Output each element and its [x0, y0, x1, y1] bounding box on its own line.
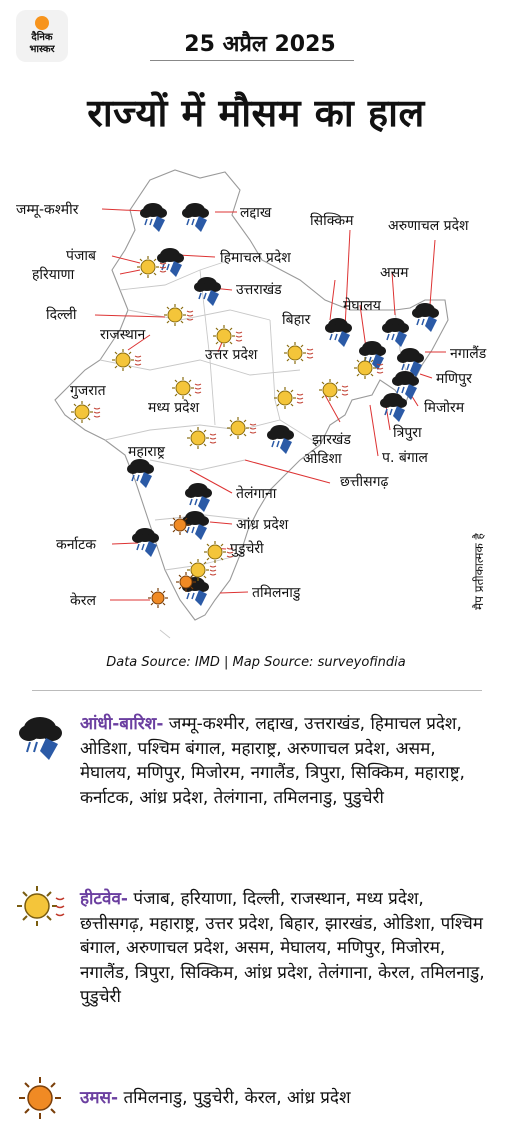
label-jharkhand: झारखंड — [312, 432, 351, 448]
label-himachal-pradesh: हिमाचल प्रदेश — [220, 250, 291, 266]
label-uttarakhand: उत्तराखंड — [236, 282, 282, 298]
label-meghalaya: मेघालय — [343, 298, 381, 314]
label-punjab: पंजाब — [66, 248, 96, 264]
section-divider — [32, 690, 482, 691]
label-chhattisgarh: छत्तीसगढ़ — [340, 474, 389, 490]
legend-humid-states: तमिलनाडु, पुडुचेरी, केरल, आंध्र प्रदेश — [123, 1088, 351, 1108]
label-arunachal-pradesh: अरुणाचल प्रदेश — [388, 218, 469, 234]
label-jammu-kashmir: जम्मू-कश्मीर — [16, 202, 79, 218]
date-heading: 25 अप्रैल 2025 — [184, 32, 336, 57]
label-delhi: दिल्ली — [46, 307, 77, 323]
data-sources: Data Source: IMD | Map Source: surveyofindia — [106, 655, 406, 670]
label-rajasthan: राजस्थान — [100, 327, 146, 343]
label-haryana: हरियाणा — [32, 267, 75, 283]
label-nagaland: नगालैंड — [450, 346, 487, 362]
label-bihar: बिहार — [282, 312, 311, 328]
label-west-bengal: प. बंगाल — [382, 450, 428, 466]
legend-heatwave-states: पंजाब, हरियाणा, दिल्ली, राजस्थान, मध्य प्रदेश, छत्तीसगढ़, महाराष्ट्र, उत्तर प्रदेश, बिहार, झारखंड, ओडिशा, पश्चिम बंगाल, अरुणाचल प्रदेश, असम, मेघालय, मणिपुर, मिजोरम, नगालैंड, त्रिपुरा, सिक्किम, आंध्र प्रदेश, तेलंगाना, केरल, तमिलनाडु, पुडुचेरी — [80, 889, 485, 1007]
map-disclaimer: मैप प्रतीकात्मक है — [472, 533, 486, 610]
label-gujarat: गुजरात — [70, 383, 106, 399]
label-sikkim: सिक्किम — [310, 213, 354, 229]
legend-humid-key: उमस- — [80, 1088, 119, 1108]
label-tamilnadu: तमिलनाडु — [252, 585, 301, 601]
legend-storm-states: जम्मू-कश्मीर, लद्दाख, उत्तराखंड, हिमाचल प्रदेश, ओडिशा, पश्चिम बंगाल, महाराष्ट्र, अरुणाचल प्रदेश, असम, मेघालय, मणिपुर, मिजोरम, नगालैंड, त्रिपुरा, सिक्किम, महाराष्ट्र, कर्नाटक, आंध्र प्रदेश, तेलंगाना, तमिलनाडु, पुडुचेरी — [80, 714, 465, 808]
india-weather-map — [0, 160, 512, 660]
label-tripura: त्रिपुरा — [393, 425, 422, 441]
label-andhra-pradesh: आंध्र प्रदेश — [236, 517, 289, 533]
label-maharashtra: महाराष्ट्र — [128, 444, 165, 460]
logo-line-2: भास्कर — [29, 44, 55, 55]
legend-storm-key: आंधी-बारिश- — [80, 714, 164, 734]
label-assam: असम — [380, 265, 409, 281]
label-karnataka: कर्नाटक — [56, 537, 96, 553]
label-uttar-pradesh: उत्तर प्रदेश — [205, 347, 258, 363]
label-kerala: केरल — [70, 593, 96, 609]
dainik-bhaskar-logo — [16, 10, 68, 62]
label-mizoram: मिजोरम — [424, 400, 465, 416]
label-telangana: तेलंगाना — [236, 486, 277, 502]
label-ladakh: लद्दाख — [240, 205, 272, 221]
heatwave-sun-icon — [14, 880, 66, 932]
storm-cloud-icon — [14, 708, 66, 760]
legend-humid-item — [80, 1086, 490, 1111]
label-odisha: ओडिशा — [303, 451, 342, 467]
legend-heatwave-item — [80, 887, 490, 1010]
label-manipur: मणिपुर — [436, 371, 472, 387]
logo-line-1: दैनिक — [31, 32, 53, 43]
humid-sun-icon — [14, 1072, 66, 1124]
label-madhya-pradesh: मध्य प्रदेश — [148, 400, 200, 416]
legend-heatwave-key: हीटवेव- — [80, 889, 128, 909]
logo-sun-icon — [35, 16, 49, 30]
date-underline — [150, 60, 354, 61]
page-title: राज्यों में मौसम का हाल — [87, 91, 425, 135]
label-puducherry: पुडुचेरी — [230, 541, 264, 557]
legend-storm-item — [80, 712, 490, 810]
